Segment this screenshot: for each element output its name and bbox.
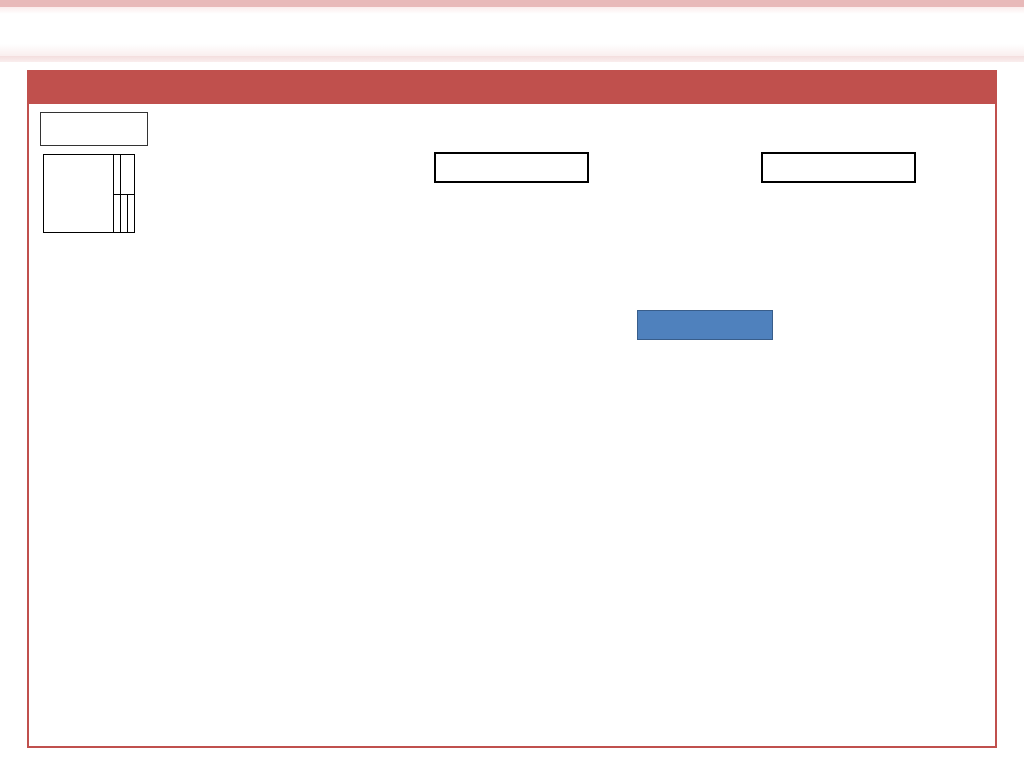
ward-range-box — [40, 112, 148, 146]
pattern-bar — [29, 72, 995, 104]
header-before — [114, 155, 121, 195]
table-header-row — [44, 155, 135, 195]
header-ward-blank — [44, 155, 114, 233]
chart-title-before — [434, 152, 589, 183]
title-bar — [0, 0, 1024, 62]
title-bar-top-stripe — [0, 0, 1024, 7]
header-deficit-ratio — [128, 195, 135, 233]
chart-title-after — [761, 152, 916, 183]
callout-label — [637, 310, 773, 340]
balance-table — [43, 154, 135, 233]
header-balance-after — [121, 195, 128, 233]
title-bar-bottom-stripe — [0, 56, 1024, 62]
header-balance-before — [114, 195, 121, 233]
header-after — [121, 155, 135, 195]
